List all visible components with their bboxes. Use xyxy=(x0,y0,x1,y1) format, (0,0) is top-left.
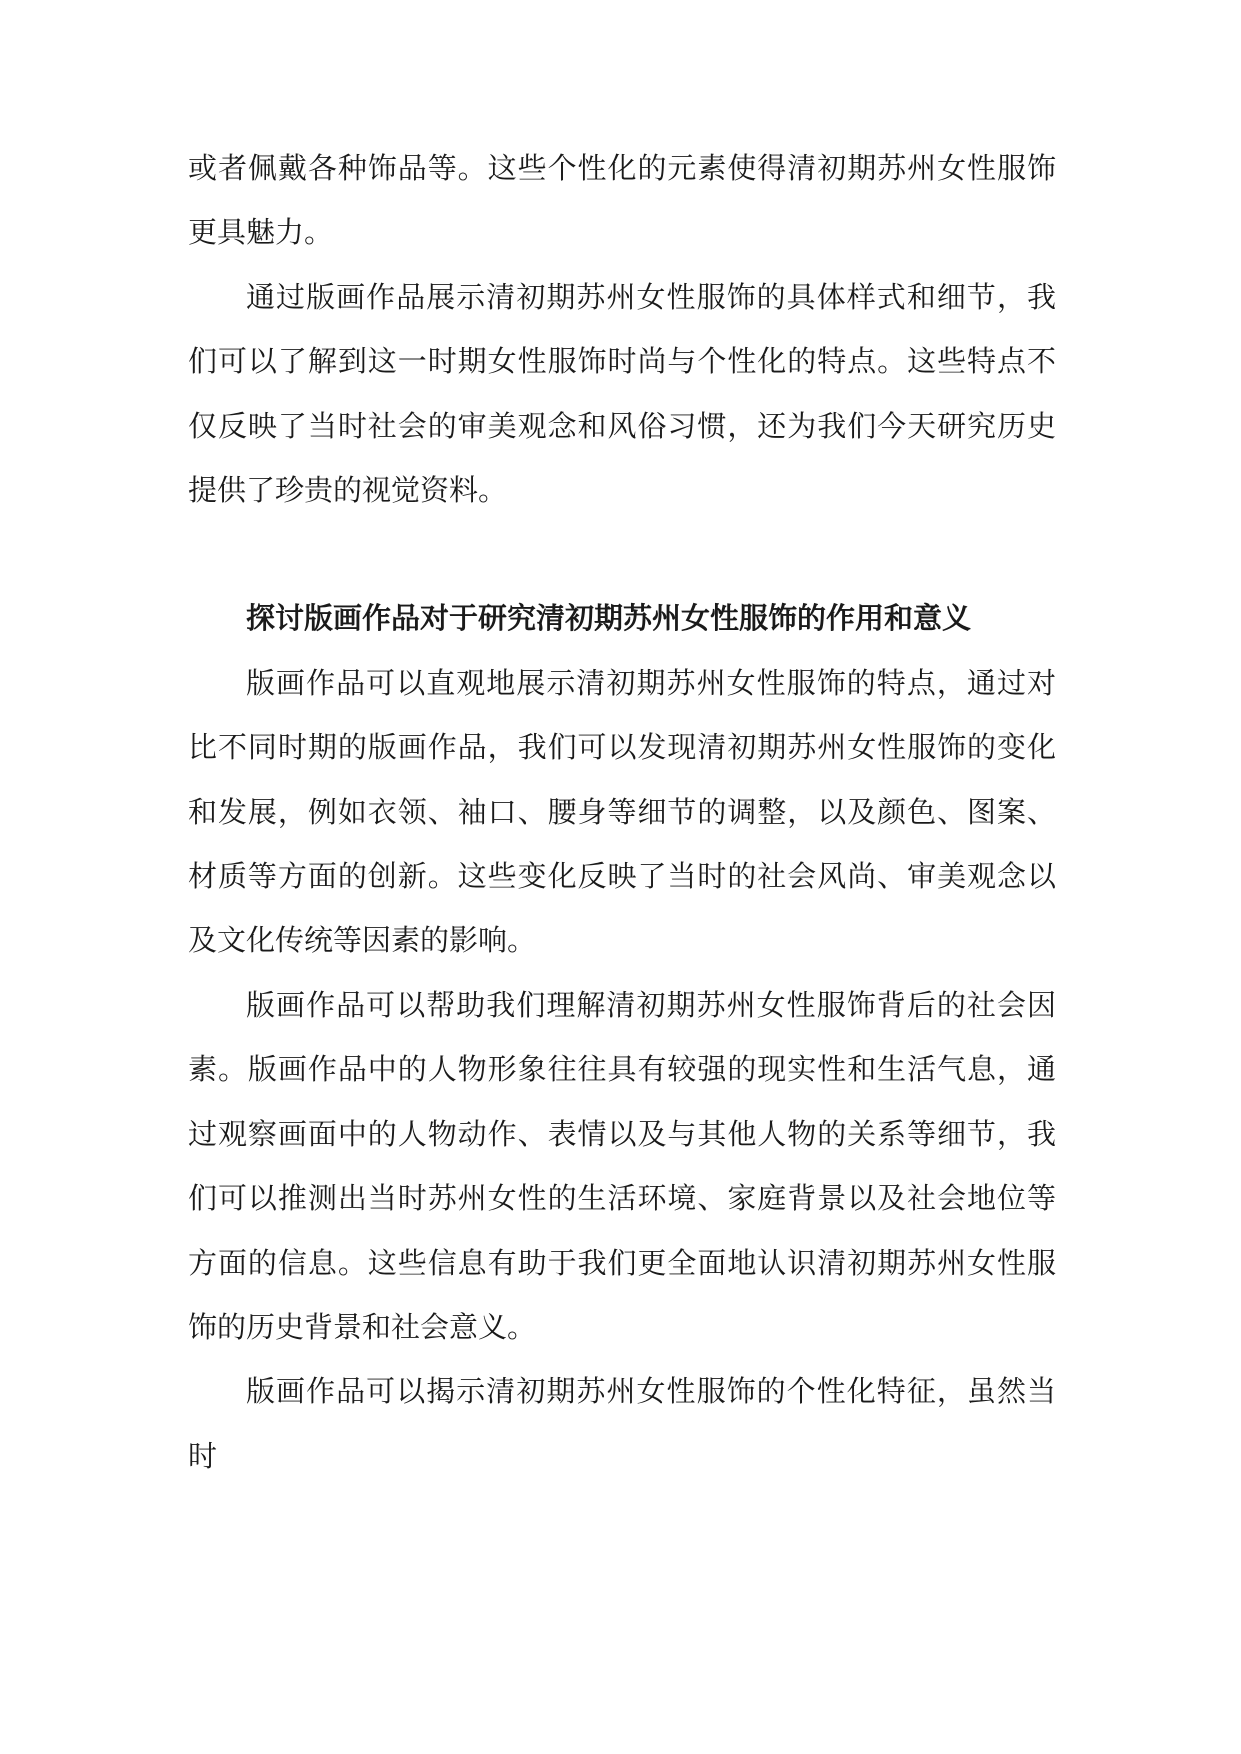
paragraph: 版画作品可以直观地展示清初期苏州女性服饰的特点，通过对比不同时期的版画作品，我们可以发现清初期苏州女性服饰的变化和发展，例如衣领、袖口、腰身等细节的调整，以及颜色、图案、材质等方面的创新。这些变化反映了当时的社会风尚、审美观念以及文化传统等因素的影响。 xyxy=(188,665,1056,958)
paragraph: 通过版画作品展示清初期苏州女性服饰的具体样式和细节，我们可以了解到这一时期女性服饰时尚与个性化的特点。这些特点不仅反映了当时社会的审美观念和风俗习惯，还为我们今天研究历史提供了珍贵的视觉资料。 xyxy=(188,279,1056,508)
document-body xyxy=(188,136,1056,1488)
paragraph-continued: 或者佩戴各种饰品等。这些个性化的元素使得清初期苏州女性服饰更具魅力。 xyxy=(188,151,1056,250)
paragraph: 版画作品可以揭示清初期苏州女性服饰的个性化特征，虽然当时 xyxy=(188,1374,1056,1473)
section-heading: 探讨版画作品对于研究清初期苏州女性服饰的作用和意义 xyxy=(246,601,972,636)
section-spacer xyxy=(188,522,1056,586)
paragraph: 版画作品可以帮助我们理解清初期苏州女性服饰背后的社会因素。版画作品中的人物形象往往具有较强的现实性和生活气息，通过观察画面中的人物动作、表情以及与其他人物的关系等细节，我们可以推测出当时苏州女性的生活环境、家庭背景以及社会地位等方面的信息。这些信息有助于我们更全面地认识清初期苏州女性服饰的历史背景和社会意义。 xyxy=(188,987,1056,1344)
